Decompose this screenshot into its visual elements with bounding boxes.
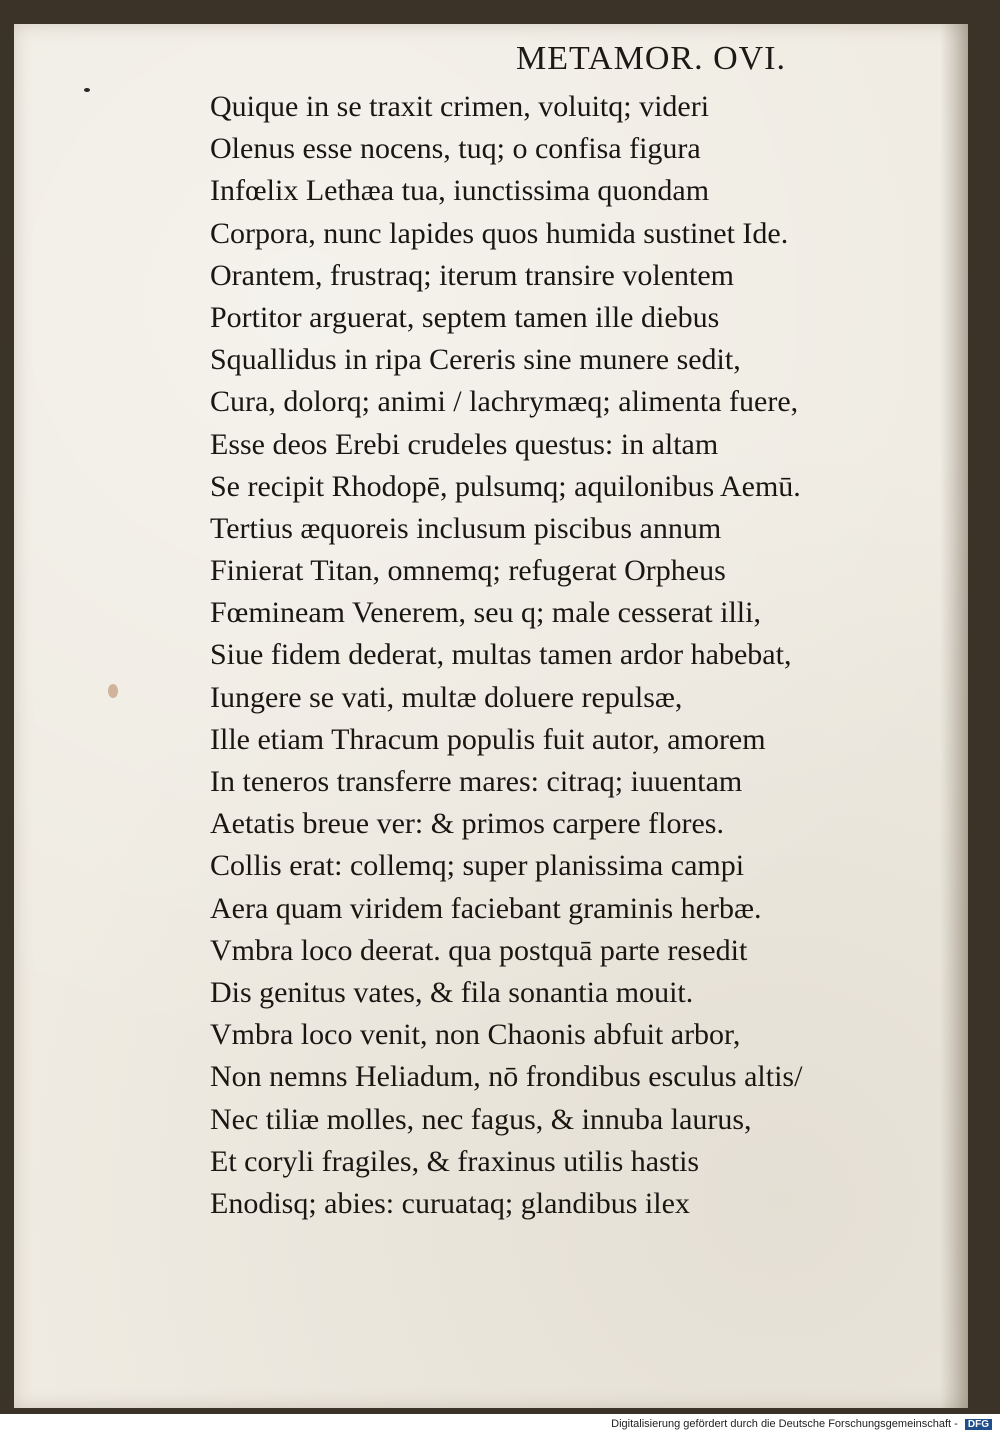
page-edge-shadow — [940, 24, 968, 1408]
digitization-credit — [611, 1418, 992, 1430]
verse-line: Esse deos Erebi crudeles questus: in altam — [210, 427, 719, 461]
verse-line: Se recipit Rhodopē, pulsumq; aquilonibus Aemū. — [210, 469, 801, 503]
dfg-logo: DFG — [965, 1419, 992, 1430]
verse-line: Vmbra loco deerat. qua postquā parte resedit — [210, 933, 748, 967]
verse-line: Et coryli fragiles, & fraxinus utilis hastis — [210, 1144, 700, 1178]
paper-stain — [108, 684, 118, 698]
running-header — [14, 40, 968, 78]
verse-line: Dis genitus vates, & fila sonantia mouit. — [210, 975, 694, 1009]
verse-line: Nec tiliæ molles, nec fagus, & innuba laurus, — [210, 1102, 752, 1136]
verse-line: Cura, dolorq; animi / lachrymæq; alimenta fuere, — [210, 385, 799, 419]
verse-line: Quique in se traxit crimen, voluitq; videri — [210, 90, 710, 123]
running-header-text: METAMOR. OVI. — [516, 40, 786, 77]
verse-line: In teneros transferre mares: citraq; iuuentam — [210, 765, 743, 798]
verse-line: Vmbra loco venit, non Chaonis abfuit arbor, — [210, 1018, 741, 1052]
verse-line: Enodisq; abies: curuataq; glandibus ilex — [210, 1186, 690, 1220]
verse-line: Fœmineam Venerem, seu q; male cesserat illi, — [210, 596, 761, 630]
verse-line: Finierat Titan, omnemq; refugerat Orpheus — [210, 554, 726, 588]
verse-line: Tertius æquoreis inclusum piscibus annum — [210, 511, 722, 545]
verse-line: Squallidus in ripa Cereris sine munere sedit, — [210, 343, 741, 377]
ink-speck — [84, 88, 90, 92]
verse-line: Siue fidem dederat, multas tamen ardor habebat, — [210, 638, 792, 672]
verse-line: Iungere se vati, multæ doluere repulsæ, — [210, 680, 683, 714]
book-page — [14, 24, 968, 1408]
verse-line: Corpora, nunc lapides quos humida sustinet Ide. — [210, 216, 789, 250]
verse-line: Ille etiam Thracum populis fuit autor, amorem — [210, 722, 766, 756]
verse-line: Infœlix Lethæa tua, iunctissima quondam — [210, 174, 710, 208]
verse-line: Orantem, frustraq; iterum transire volentem — [210, 258, 734, 292]
verse-line: Aetatis breue ver: & primos carpere flores. — [210, 807, 724, 841]
verse-line: Collis erat: collemq; super planissima campi — [210, 849, 745, 883]
verse-list — [210, 86, 850, 1225]
verse-line: Portitor arguerat, septem tamen ille diebus — [210, 300, 720, 334]
credit-text: Digitalisierung gefördert durch die Deutsche Forschungsgemeinschaft - — [611, 1418, 958, 1430]
verse-line: Non nemns Heliadum, nō frondibus esculus altis/ — [210, 1060, 803, 1094]
verse-line: Aera quam viridem faciebant graminis herbæ. — [210, 891, 762, 925]
verse-line: Olenus esse nocens, tuq; o confisa figura — [210, 132, 701, 166]
